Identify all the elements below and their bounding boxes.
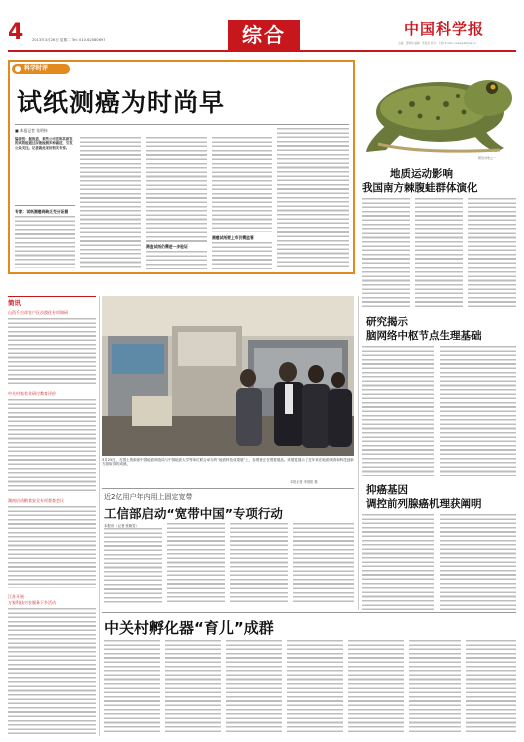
tag-icon bbox=[15, 66, 21, 72]
bottom-col2-text bbox=[165, 640, 221, 734]
feature-subhead2: 筛查试纸仍需进一步验证 bbox=[146, 244, 188, 249]
intro-rule bbox=[15, 205, 75, 206]
bottom-col4-text bbox=[287, 640, 343, 734]
brain-title-line2: 脑网络中枢节点生理基础 bbox=[366, 330, 482, 342]
brief4-subtitle: 万家科技兴农服务下乡活动 bbox=[8, 600, 56, 605]
broadband-col3-text bbox=[230, 523, 288, 604]
broadband-byline: 本报讯（记者 张晓雪） bbox=[104, 524, 139, 528]
masthead-sub: 主编：张明伟 编辑：郑金武 校对：王晓 E-mail: news@stimes.cn bbox=[398, 42, 477, 45]
feature-subhead1: 专家：试纸测癌尚缺乏充分证据 bbox=[15, 209, 69, 214]
feature-col2-text bbox=[80, 137, 141, 269]
bottom-top-rule bbox=[102, 612, 516, 613]
brief3-text bbox=[8, 506, 96, 588]
title-underline bbox=[15, 124, 349, 125]
brief4-title: 江苏开展 bbox=[8, 594, 24, 599]
cancer-col1-text bbox=[362, 514, 434, 610]
brief1-title: 山西千吉祥农户区沙漠化专项调研 bbox=[8, 310, 68, 315]
frog-caption: 研究对象之一 bbox=[478, 156, 497, 160]
brief3-title: 湖南启动粮食安全专项督查会议 bbox=[8, 498, 64, 503]
frog-title-line2: 我国南方棘腹蛙群体演化 bbox=[362, 182, 478, 194]
brief4-text bbox=[8, 608, 96, 734]
newspaper-logo: 中国科学报 bbox=[404, 20, 485, 38]
briefs-header-bar bbox=[8, 296, 96, 297]
broadband-kicker: 近2亿用户年内用上固定宽带 bbox=[104, 493, 193, 501]
date-line: 2013年3月26日 星期二 Tel: 010-62580697 bbox=[32, 38, 106, 42]
exhibition-photo bbox=[102, 296, 354, 456]
broadband-title: 工信部启动“宽带中国”专项行动 bbox=[104, 506, 283, 521]
brief2-text bbox=[8, 399, 96, 493]
feature-byline: ■ 本报记者 张明伟 bbox=[15, 128, 48, 133]
feature-tag-label: 科学时评 bbox=[24, 65, 49, 72]
broadband-col1-text bbox=[104, 528, 162, 604]
feature-col4b-text bbox=[212, 242, 272, 269]
feature-col4-text bbox=[212, 137, 272, 232]
frog-col2-text bbox=[415, 198, 463, 310]
brief2-title: 中关村家有业研讨教育评价 bbox=[8, 391, 56, 396]
bottom-col1-text bbox=[104, 640, 160, 734]
briefs-header: 简讯 bbox=[8, 299, 21, 307]
header-rule bbox=[8, 50, 516, 52]
feature-title: 试纸测癌为时尚早 bbox=[17, 88, 226, 117]
frog-photo bbox=[360, 60, 518, 156]
photo-caption: 3月25日，在国土资源部中国地质调查局与中国地质大学等单位联合举办的“地质科技成果展”上，参观者正在观看展品。该展览展示了近年来在地质调查和科技创新方面取得的成就。 bbox=[102, 458, 354, 467]
column-rule bbox=[99, 296, 100, 736]
feature-subhead3: 测癌试纸要上市仍需监管 bbox=[212, 235, 254, 240]
bottom-col7-text bbox=[466, 640, 516, 734]
feature-col3b-text bbox=[146, 251, 207, 269]
feature-col3-text bbox=[146, 137, 207, 242]
photo-credit: 本报记者 李晨阳 摄 bbox=[290, 480, 318, 484]
broadband-col4-text bbox=[293, 523, 354, 604]
column-rule bbox=[358, 296, 359, 610]
feature-intro: 编者按：据报道，某些公司宣称其研发的试纸能通过尿液检测多种癌症，引发公众关注。记者就此采访相关专家。 bbox=[15, 137, 73, 150]
cancer-title-line1: 抑癌基因 bbox=[366, 484, 408, 496]
bottom-title: 中关村孵化器“育儿”成群 bbox=[104, 619, 274, 637]
frog-col3-text bbox=[468, 198, 516, 310]
bottom-col6-text bbox=[409, 640, 461, 734]
feature-col1-text bbox=[15, 216, 75, 268]
frog-title-line1: 地质运动影响 bbox=[390, 168, 453, 180]
brain-title-line1: 研究揭示 bbox=[366, 316, 408, 328]
broadband-top-rule bbox=[102, 488, 354, 489]
cancer-title-line2: 调控前列腺癌机理获阐明 bbox=[366, 498, 482, 510]
brief1-text bbox=[8, 318, 96, 386]
page-number: 4 bbox=[8, 20, 24, 45]
feature-col5-text bbox=[277, 128, 349, 269]
broadband-col2-text bbox=[167, 523, 225, 604]
section-title: 综合 bbox=[242, 23, 286, 47]
frog-col1-text bbox=[362, 198, 410, 310]
bottom-col3-text bbox=[226, 640, 282, 734]
brain-col1-text bbox=[362, 346, 434, 476]
bottom-col5-text bbox=[348, 640, 404, 734]
cancer-col2-text bbox=[440, 514, 516, 610]
brain-col2-text bbox=[440, 346, 516, 476]
